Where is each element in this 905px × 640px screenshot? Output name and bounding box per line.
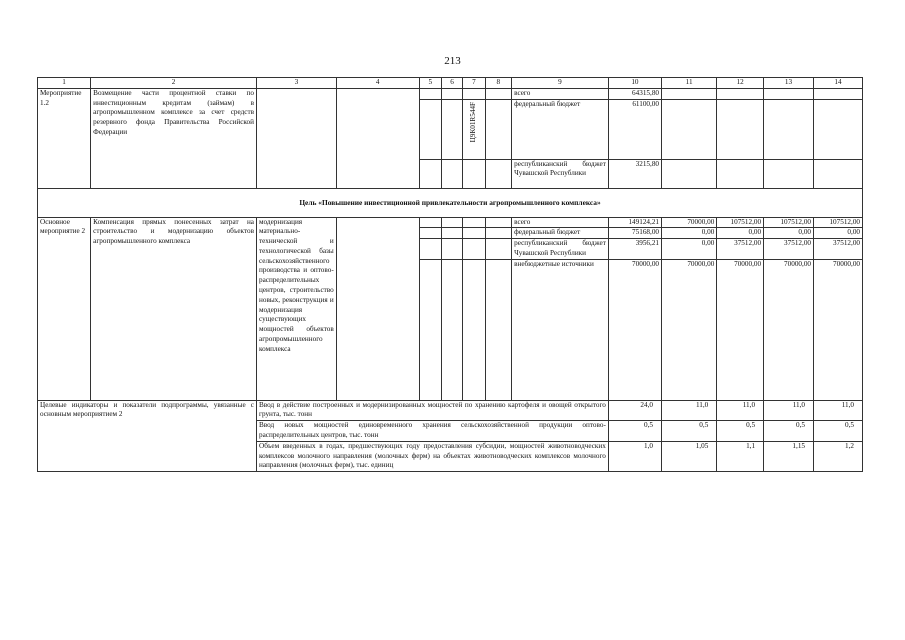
- header-cell: 8: [485, 78, 512, 89]
- header-cell: 11: [662, 78, 717, 89]
- measure-description: Возмещение части процентной ставки по инвестиционным кредитам (займам) в агропромышленном комплексе за счет средств резервного фонда Правительства Российской Федерации: [91, 88, 257, 188]
- value-cell: 75168,00: [608, 228, 661, 239]
- value-cell: 24,0: [608, 400, 661, 421]
- value-cell: 37512,00: [814, 239, 863, 260]
- value-cell: 107512,00: [717, 217, 764, 228]
- value-cell: 11,0: [814, 400, 863, 421]
- value-cell: 70000,00: [662, 217, 717, 228]
- program-table: [37, 77, 863, 472]
- header-cell: 14: [814, 78, 863, 89]
- value-cell: 37512,00: [764, 239, 814, 260]
- value-cell: 0,5: [608, 421, 661, 442]
- measure-name: Основное мероприятие 2: [38, 217, 91, 400]
- value-cell: 0,5: [662, 421, 717, 442]
- header-cell: 13: [764, 78, 814, 89]
- indicator-text: Объем введенных в годах, предшествующих году предоставления субсидии, мощностей животноводческих комплексов молочного направления (молочных ферм) на объектах животноводческих комплексов молочного направления (молочных ферм), тыс. единиц: [257, 441, 609, 471]
- header-cell: 1: [38, 78, 91, 89]
- indicator-text: Ввод в действие построенных и модернизированных мощностей по хранению картофеля и овощей открытого грунта, тыс. тонн: [257, 400, 609, 421]
- value-cell: 0,00: [662, 228, 717, 239]
- header-cell: 5: [419, 78, 441, 89]
- header-row: [38, 78, 863, 89]
- value-cell: 1,1: [717, 441, 764, 471]
- measure-result: модернизация материально-технической и технологической базы сельскохозяйственного производства и оптово-распределительных центров, строительство новых, реконструкция и модернизация существующих мощностей объектов агропромышленного комплекса: [257, 217, 337, 400]
- value-cell: 70000,00: [608, 259, 661, 400]
- funding-source: федеральный бюджет: [512, 99, 609, 159]
- header-cell: 7: [463, 78, 485, 89]
- funding-source: республиканский бюджет Чувашской Республики: [512, 239, 609, 260]
- header-cell: 10: [608, 78, 661, 89]
- value-cell: 70000,00: [662, 259, 717, 400]
- value-cell: 61100,00: [608, 99, 661, 159]
- budget-code: Ц9К01R544F: [468, 101, 477, 142]
- page-number: 213: [444, 55, 461, 67]
- indicators-label: Целевые индикаторы и показатели подпрограммы, увязанные с основным мероприятием 2: [38, 400, 257, 471]
- value-cell: 1,2: [814, 441, 863, 471]
- funding-source: всего: [512, 88, 609, 99]
- indicator-text: Ввод новых мощностей единовременного хранения сельскохозяйственной продукции оптово-распределительных центров, тыс. тонн: [257, 421, 609, 442]
- value-cell: 0,00: [814, 228, 863, 239]
- value-cell: 1,0: [608, 441, 661, 471]
- value-cell: 0,00: [717, 228, 764, 239]
- value-cell: 70000,00: [814, 259, 863, 400]
- indicator-row: [38, 400, 863, 421]
- value-cell: 0,00: [764, 228, 814, 239]
- goal-title: Цель «Повышение инвестиционной привлекательности агропромышленного комплекса»: [38, 188, 863, 217]
- value-cell: 0,5: [717, 421, 764, 442]
- value-cell: 70000,00: [764, 259, 814, 400]
- funding-source: всего: [512, 217, 609, 228]
- value-cell: 3956,21: [608, 239, 661, 260]
- header-cell: 12: [717, 78, 764, 89]
- value-cell: 0,00: [662, 239, 717, 260]
- measure-description: Компенсация прямых понесенных затрат на строительство и модернизацию объектов агропромышленного комплекса: [91, 217, 257, 400]
- main-measure-row: [38, 217, 863, 228]
- measure-name: Мероприятие 1.2: [38, 88, 91, 188]
- funding-source: федеральный бюджет: [512, 228, 609, 239]
- value-cell: 149124,21: [608, 217, 661, 228]
- header-cell: 6: [441, 78, 462, 89]
- value-cell: 1,05: [662, 441, 717, 471]
- value-cell: 37512,00: [717, 239, 764, 260]
- value-cell: 107512,00: [764, 217, 814, 228]
- header-cell: 2: [91, 78, 257, 89]
- header-cell: 4: [336, 78, 419, 89]
- value-cell: 64315,80: [608, 88, 661, 99]
- value-cell: 11,0: [717, 400, 764, 421]
- header-cell: 9: [512, 78, 609, 89]
- value-cell: 11,0: [764, 400, 814, 421]
- value-cell: 11,0: [662, 400, 717, 421]
- value-cell: 107512,00: [814, 217, 863, 228]
- value-cell: 3215,80: [608, 159, 661, 188]
- funding-source: внебюджетные источники: [512, 259, 609, 400]
- value-cell: 1,15: [764, 441, 814, 471]
- goal-row: [38, 188, 863, 217]
- value-cell: 70000,00: [717, 259, 764, 400]
- measure-1-2-row: [38, 88, 863, 99]
- header-cell: 3: [257, 78, 337, 89]
- value-cell: 0,5: [814, 421, 863, 442]
- value-cell: 0,5: [764, 421, 814, 442]
- funding-source: республиканский бюджет Чувашской Республики: [512, 159, 609, 188]
